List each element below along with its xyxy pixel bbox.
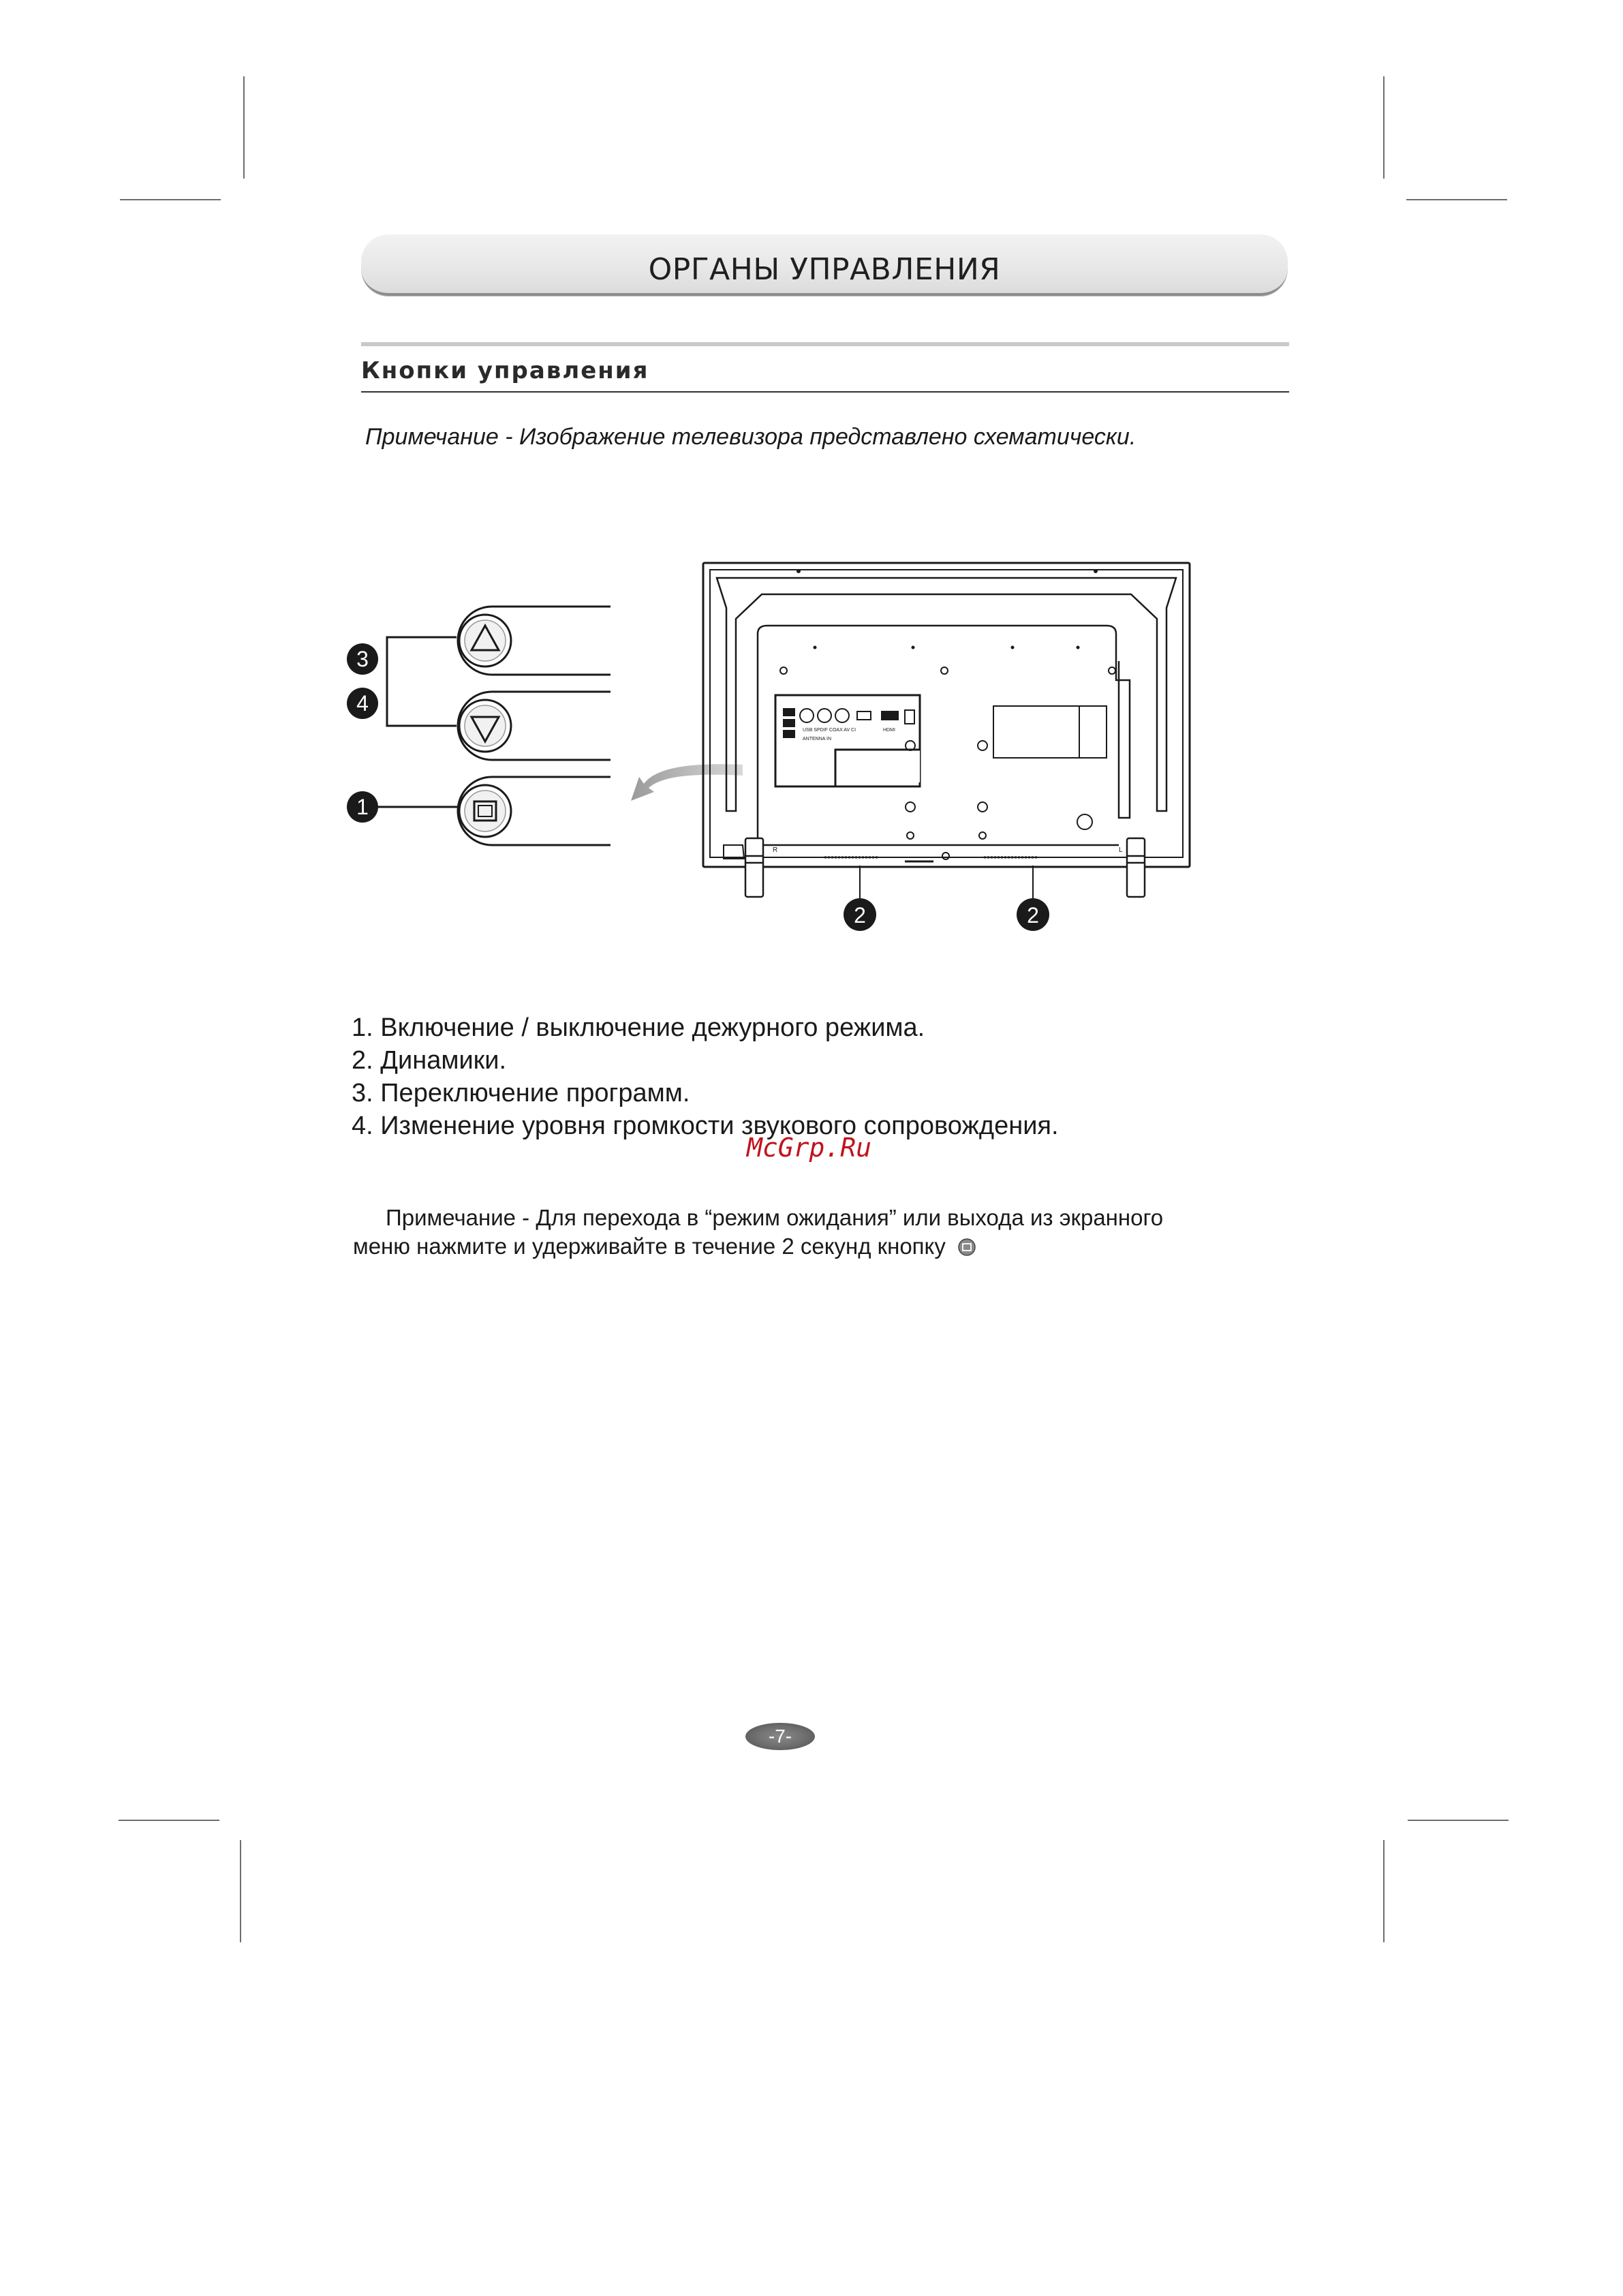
standby-button-icon <box>957 1238 976 1257</box>
crop-mark <box>243 76 245 179</box>
port-label-hdmi: HDMI <box>883 728 895 733</box>
standby-button <box>459 785 511 837</box>
speaker-marker-right: L <box>1119 846 1123 854</box>
section-divider <box>361 342 1289 346</box>
crop-mark <box>120 199 221 200</box>
callout-2-right <box>1017 898 1049 931</box>
watermark: McGrp.Ru <box>747 1133 872 1163</box>
callout-3 <box>347 643 378 675</box>
note-standby-line2-wrap <box>353 1232 1307 1261</box>
controls-list <box>352 1011 1059 1142</box>
list-item: 4. Изменение уровня громкости звукового сопровождения. <box>352 1112 1059 1140</box>
note-schematic: Примечание - Изображение телевизора представлено схематически. <box>365 424 1137 450</box>
list-item: 1. Включение / выключение дежурного режима. <box>352 1013 925 1042</box>
channel-up-button <box>459 615 511 667</box>
note-standby <box>353 1204 1307 1261</box>
crop-mark <box>240 1840 241 1942</box>
channel-down-button <box>459 700 511 752</box>
tv-controls-diagram <box>334 545 1213 968</box>
section-title: Кнопки управления <box>361 357 649 384</box>
callout-3-label: 3 <box>356 647 369 671</box>
list-item: 3. Переключение программ. <box>352 1079 690 1107</box>
page-number: -7- <box>745 1723 815 1750</box>
callout-4 <box>347 688 378 719</box>
section-underline <box>361 391 1289 393</box>
crop-mark <box>1408 1820 1509 1821</box>
callout-1-label: 1 <box>356 795 369 819</box>
crop-mark <box>1383 1840 1385 1942</box>
callout-2-left <box>844 898 876 931</box>
callout-1 <box>347 791 378 823</box>
port-label-antenna: ANTENNA IN <box>803 737 832 741</box>
crop-mark <box>1406 199 1507 200</box>
list-item: 2. Динамики. <box>352 1046 507 1075</box>
page-title: ОРГАНЫ УПРАВЛЕНИЯ <box>648 252 1001 287</box>
note-standby-line1: Примечание - Для перехода в “режим ожидания” или выхода из экранного <box>386 1205 1164 1230</box>
callout-4-label: 4 <box>356 691 369 716</box>
page-title-bar <box>361 234 1288 296</box>
note-standby-line2: меню нажмите и удерживайте в течение 2 секунд кнопку <box>353 1234 946 1259</box>
callout-bracket <box>387 637 457 726</box>
port-label-row: USB SPDIF COAX AV CI <box>803 728 856 733</box>
callout-2-right-label: 2 <box>1027 903 1039 928</box>
crop-mark <box>119 1820 219 1821</box>
speaker-marker-left: R <box>773 846 778 854</box>
crop-mark <box>1383 76 1385 179</box>
callout-2-left-label: 2 <box>854 903 866 928</box>
